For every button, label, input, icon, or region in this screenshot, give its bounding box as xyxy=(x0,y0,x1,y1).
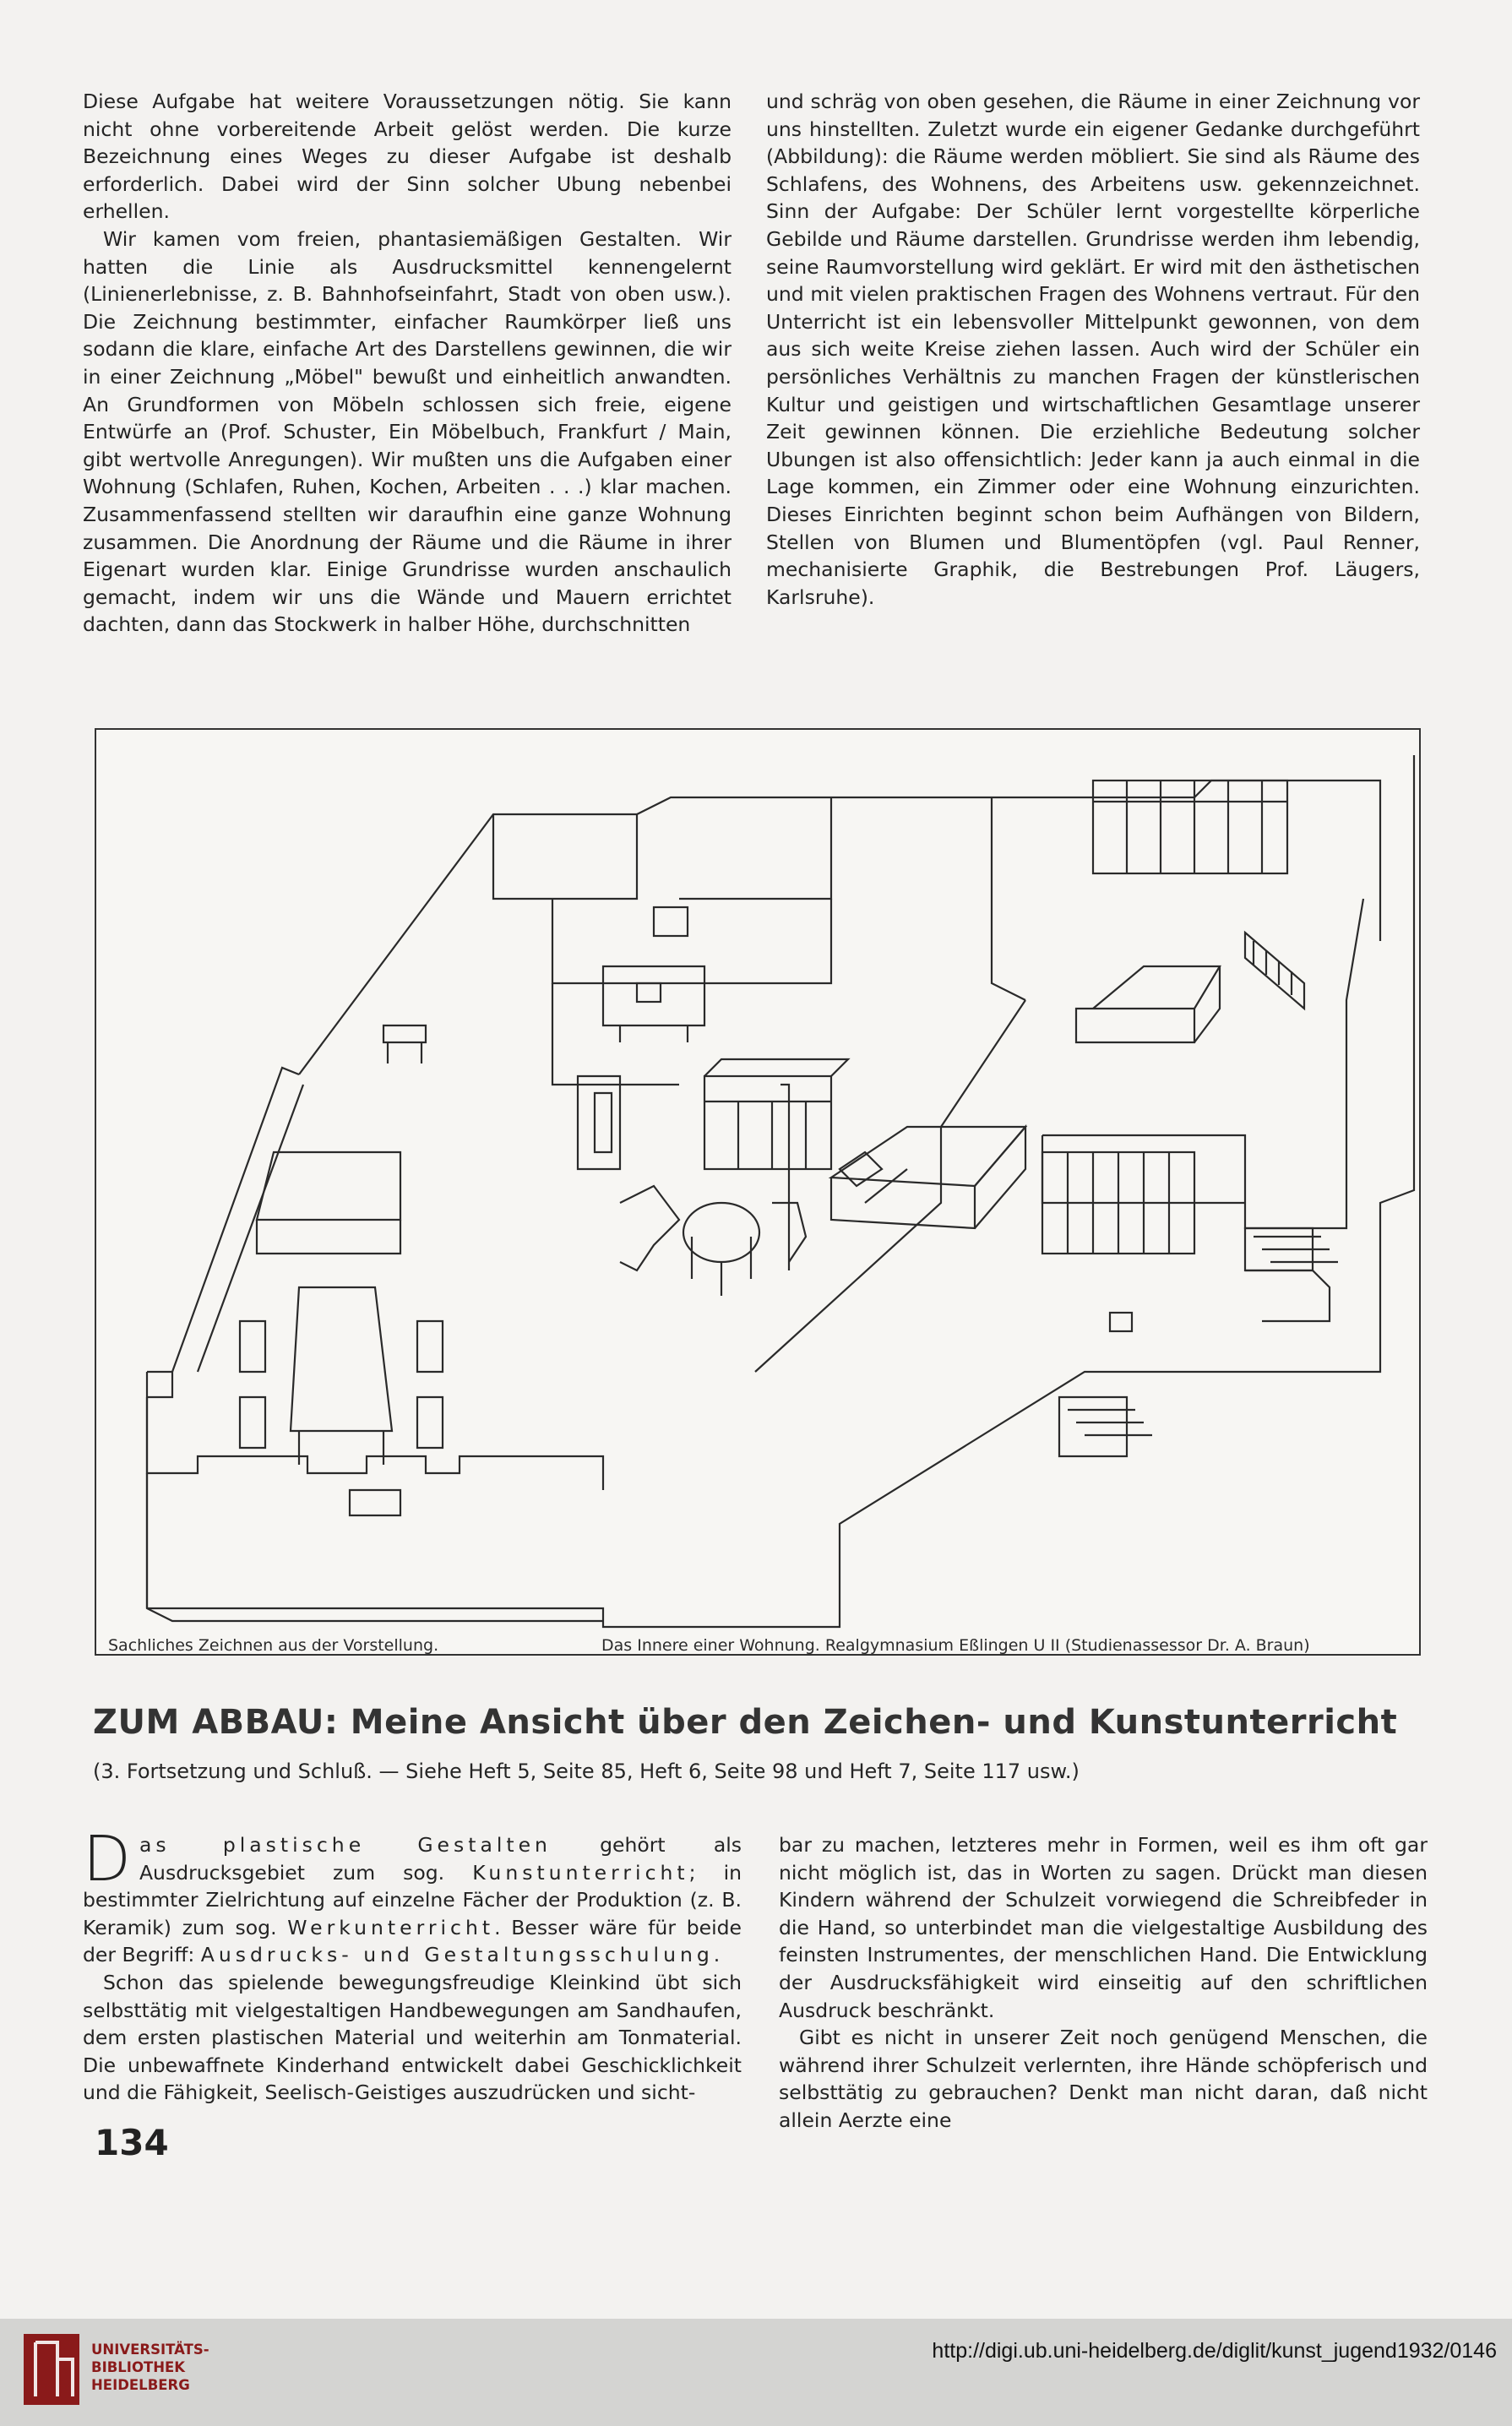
paragraph: Wir kamen vom freien, phantasiemäßigen Gestalten. Wir hatten die Linie als Ausdrucksmittel kennengelernt (Linienerlebnisse, z. B. Bahnhofseinfahrt, Stadt von oben usw.). Die Zeichnung bestimmter, einfacher Raumkörper ließ uns sodann die klare, einfache Art des Darstellens gewinnen, die wir in einer Zeichnung „Möbel" bewußt und einheitlich anwandten. An Grundformen von Möbeln schlossen sich freie, eigene Entwürfe an (Prof. Schuster, Ein Möbelbuch, Frankfurt / Main, gibt wertvolle Anregungen). Wir mußten uns die Aufgaben einer Wohnung (Schlafen, Ruhen, Kochen, Arbeiten . . .) klar machen. Zusammenfassend stellten wir daraufhin eine ganze Wohnung zusammen. Die Anordnung der Räume und die Räume in ihrer Eigenart wurden klar. Einige Grundrisse wurden anschaulich gemacht, indem wir uns die Wände und Mauern errichtet dachten, dann das Stockwerk in halber Höhe, durchschnitten xyxy=(83,226,732,637)
section-heading: ZUM ABBAU: Meine Ansicht über den Zeichen- und Kunstunterricht xyxy=(93,1703,1398,1742)
source-url[interactable]: http://digi.ub.uni-heidelberg.de/diglit/kunst_jugend1932/0146 xyxy=(932,2339,1497,2363)
paragraph: Das plastische Gestalten gehört als Ausdrucksgebiet zum sog. Kunstunterricht; in bestimmter Zielrichtung auf einzelne Fächer der Produktion (z. B. Keramik) zum sog. Werkunterricht. Besser wäre für beide der Begriff: Ausdrucks- und Gestaltungsschulung. xyxy=(83,1823,742,1967)
library-name: UNIVERSITÄTS- BIBLIOTHEK HEIDELBERG xyxy=(91,2342,209,2393)
column-top-right xyxy=(766,88,1420,611)
library-logo-icon xyxy=(24,2334,79,2405)
paragraph: und schräg von oben gesehen, die Räume in einer Zeichnung vor uns hinstellten. Zuletzt wurde ein eigener Gedanke durchgeführt (Abbildung): die Räume werden möbliert. Sie sind als Räume des Schlafens, des Wohnens, des Arbeitens usw. gekennzeichnet. Sinn der Aufgabe: Der Schüler lernt vorgestellte körperliche Gebilde und Räume darstellen. Grundrisse werden ihm lebendig, seine Raumvorstellung wird geklärt. Er wird mit den ästhetischen und mit vielen praktischen Fragen des Wohnens vertraut. Für den Unterricht ist ein lebensvoller Mittelpunkt gewonnen, von dem aus sich weite Kreise ziehen lassen. Auch wird der Schüler ein persönliches Verhältnis zu manchen Fragen der künstlerischen Kultur und geistigen und wirtschaftlichen Gesamtlage unserer Zeit gewinnen können. Die erziehliche Bedeutung solcher Ubungen ist also offensichtlich: Jeder kann ja auch einmal in die Lage kommen, ein Zimmer oder eine Wohnung einzurichten. Dieses Einrichten beginnt schon beim Aufhängen von Bildern, Stellen von Blumen und Blumentöpfen (vgl. Paul Renner, mechanisierte Graphik, die Bestrebungen Prof. Läugers, Karlsruhe). xyxy=(766,90,1420,609)
caption-left: Sachliches Zeichnen aus der Vorstellung. xyxy=(108,1636,439,1655)
paragraph: Schon das spielende bewegungsfreudige Kleinkind übt sich selbsttätig mit vielgestaltigen Handbewegungen am Sandhaufen, dem ersten plastischen Material und weiterhin am Tonmaterial. Die unbewaffnete Kinderhand entwickelt dabei Geschicklichkeit und die Fähigkeit, Seelisch-Geistiges auszudrücken und sicht- xyxy=(83,1970,742,2105)
column-top-left xyxy=(83,88,732,639)
page-number: 134 xyxy=(95,2122,169,2163)
spaced-term: plastische Gestalten xyxy=(222,1833,552,1857)
drop-cap: D xyxy=(83,1823,131,1896)
section-subheading: (3. Fortsetzung und Schluß. — Siehe Heft 5, Seite 85, Heft 6, Seite 98 und Heft 7, Seite 117 usw.) xyxy=(93,1760,1080,1783)
paragraph: Diese Aufgabe hat weitere Voraussetzungen nötig. Sie kann nicht ohne vorbereitende Arbeit gelöst werden. Die kurze Bezeichnung eines Weges zu dieser Aufgabe ist deshalb erforderlich. Dabei wird der Sinn solcher Ubung nebenbei erhellen. xyxy=(83,90,732,224)
spaced-term: Ausdrucks- und Gestaltungsschulung xyxy=(200,1943,714,1967)
column-bottom-left xyxy=(83,1823,742,2107)
viewer-footer xyxy=(0,2319,1512,2426)
apartment-drawing-svg xyxy=(96,730,1419,1654)
caption-right: Das Innere einer Wohnung. Realgymnasium Eßlingen U II (Studienassessor Dr. A. Braun) xyxy=(601,1636,1310,1655)
column-bottom-right xyxy=(779,1831,1428,2135)
paragraph: bar zu machen, letzteres mehr in Formen, weil es ihm oft gar nicht möglich ist, das in Worten zu sagen. Drückt man diesen Kindern während der Schulzeit vorwiegend die Schreibfeder in die Hand, so unterbindet man die vielgestaltige Ausbildung des feinsten Instrumentes, der menschlichen Hand. Die Entwicklung der Ausdrucksfähigkeit wird einseitig auf den schriftlichen Ausdruck beschränkt. xyxy=(779,1833,1428,2022)
spaced-term: Werkunterricht xyxy=(287,1915,495,1939)
paragraph: Gibt es nicht in unserer Zeit noch genügend Menschen, die während ihrer Schulzeit verlernten, ihre Hände schöpferisch und selbsttätig zu gebrauchen? Denkt man nicht daran, daß nicht allein Aerzte eine xyxy=(779,2026,1428,2132)
spaced-term: Kunstunterricht xyxy=(472,1860,689,1885)
apartment-illustration xyxy=(95,728,1421,1656)
